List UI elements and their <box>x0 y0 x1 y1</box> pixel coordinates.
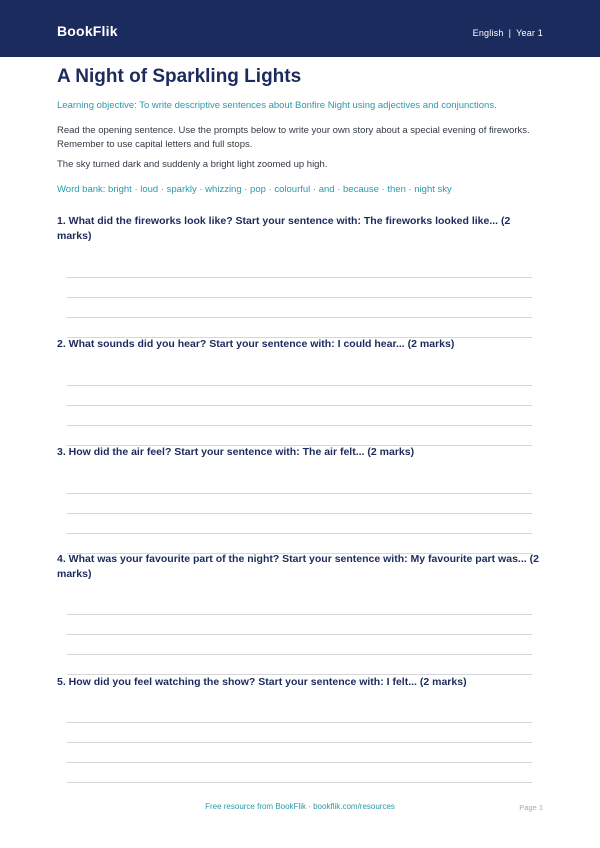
brand-logo[interactable]: BookFlik <box>57 23 118 39</box>
year-label: Year 1 <box>516 28 543 38</box>
instructions: Read the opening sentence. Use the prompts below to write your own story about a special evening of fireworks. Remember to use capital letters and full stops. <box>57 125 530 150</box>
answer-line-4b[interactable] <box>67 634 532 635</box>
subject-label: English <box>472 28 504 38</box>
separator: | <box>508 28 512 38</box>
question-4: 4. What was your favourite part of the night? Start your sentence with: My favourite part was... (2 marks) <box>57 553 539 580</box>
question-5: 5. How did you feel watching the show? Start your sentence with: I felt... (2 marks) <box>57 676 467 688</box>
question-3: 3. How did the air feel? Start your sentence with: The air felt... (2 marks) <box>57 446 415 458</box>
answer-line-5b[interactable] <box>67 742 532 743</box>
answer-line-2c[interactable] <box>67 425 532 426</box>
footer-credit[interactable]: Free resource from BookFlik · bookflik.com/resources <box>205 802 395 811</box>
answer-line-5c[interactable] <box>67 762 532 763</box>
answer-line-3c[interactable] <box>67 533 532 534</box>
answer-line-5a[interactable] <box>67 722 532 723</box>
answer-line-3b[interactable] <box>67 513 532 514</box>
worksheet-title: A Night of Sparkling Lights <box>57 66 302 87</box>
answer-line-4c[interactable] <box>67 654 532 655</box>
answer-line-1c[interactable] <box>67 317 532 318</box>
answer-line-2a[interactable] <box>67 385 532 386</box>
answer-line-3a[interactable] <box>67 493 532 494</box>
answer-line-1b[interactable] <box>67 297 532 298</box>
answer-line-4a[interactable] <box>67 614 532 615</box>
word-bank: Word bank: bright · loud · sparkly · whizzing · pop · colourful · and · because · then · night sky <box>57 184 452 195</box>
question-2: 2. What sounds did you hear? Start your sentence with: I could hear... (2 marks) <box>57 338 455 350</box>
page-number: Page 1 <box>519 803 543 812</box>
question-1: 1. What did the fireworks look like? Start your sentence with: The fireworks looked like... (2 marks) <box>57 215 511 242</box>
answer-line-5d[interactable] <box>67 782 532 783</box>
opening-sentence: The sky turned dark and suddenly a bright light zoomed up high. <box>57 159 328 170</box>
learning-objective: Learning objective: To write descriptive sentences about Bonfire Night using adjectives and conjunctions. <box>57 100 497 111</box>
header-bar <box>0 0 600 57</box>
answer-line-1a[interactable] <box>67 277 532 278</box>
subject-year-label <box>473 28 543 38</box>
answer-line-2b[interactable] <box>67 405 532 406</box>
